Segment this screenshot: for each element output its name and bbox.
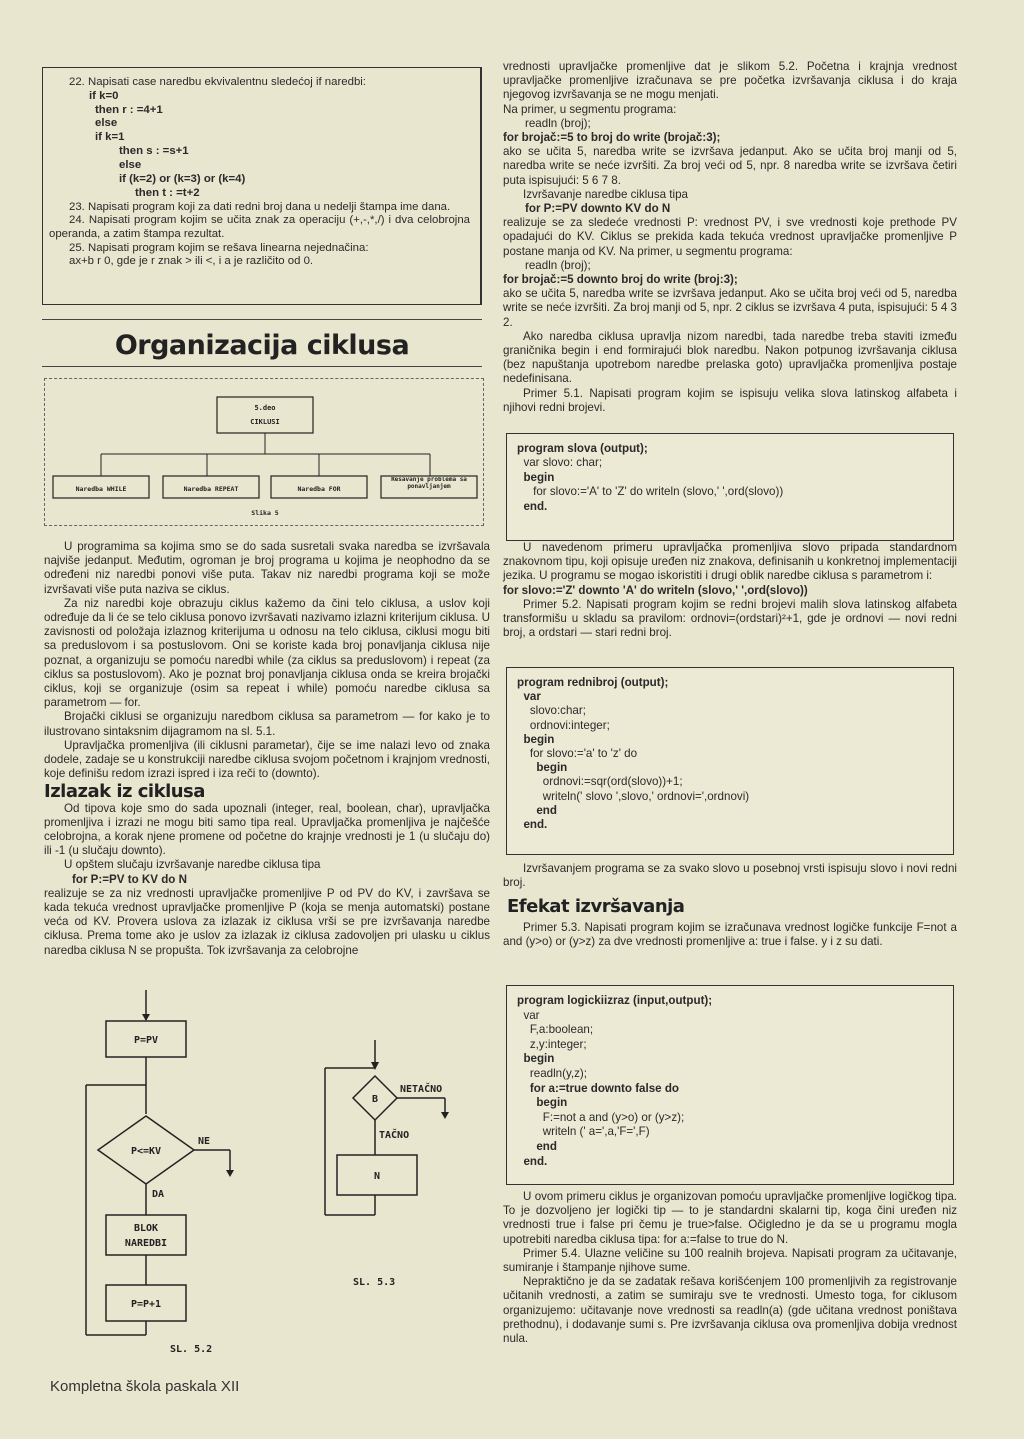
title-rule-bottom [42, 366, 482, 367]
flow2-no-arrowhead [441, 1112, 449, 1119]
flow2-decision-label: B [371, 1094, 379, 1105]
intro-paragraph-3: Brojački ciklusi se organizuju naredbom ciklusa sa parametrom — for kako je to ilustrovano sintaksnim dijagramom na sl. 5.1. [44, 710, 490, 738]
diagram-caption: Slika 5 [251, 509, 279, 517]
prog2-line-3: slovo:char; [517, 704, 586, 718]
right-body-top [503, 60, 957, 415]
example-5-3: Primer 5.3. Napisati program kojim se izračunava vrednost logičke funkcije F=not a and (y>o) or (y>z) za dve vrednosti promenljive a: true i false. y i z su dati. [503, 920, 957, 948]
example-5-1: Primer 5.1. Napisati program kojim se ispisuju velika slova latinskog alfabeta i njihovi redni brojevi. [503, 386, 957, 414]
right-bottom-paragraph-1: U ovom primeru ciklus je organizovan pomoću upravljačke promenljive logičkog tipa. To je dozvoljeno jer logički tip — to je standardni skalarni tip, koga čini uređen niz vrednosti true i false pri čemu je true>false. Očigledno je da se u programu mogla upotrebiti naredba ciklusa tipa: for a:=false to true do N. [503, 1190, 957, 1246]
prog2-line-8: ordnovi:=sqr(ord(slovo))+1; [517, 775, 683, 789]
diagram-box-problems-label: Rešavanje problema sa ponavljanjem [391, 477, 467, 490]
right-bottom-paragraph-3: Nepraktično je da se zadatak rešava korišćenjem 100 promenljivih za registrovanje učitanih vrednosti, a zatim se sumiraju sve te vrednosti. Umesto toga, for ciklusom organizujemo: učitavanje nove vrednosti sa readln(a) (gde učitana vrednost poništava prethodnu), i dodavanje sumi s. Pre izvršavanja ciklusa ova promenljiva dobija vrednost nula. [503, 1275, 957, 1346]
prog1-line-1: program slova (output); [517, 442, 648, 455]
chapter-structure-diagram [44, 378, 484, 526]
right-mid2-paragraph-1: Izvršavanjem programa se za svako slovo u posebnoj vrsti ispisuju slovo i novi redni broj. [503, 862, 957, 890]
prog2-line-6: for slovo:='a' to 'z' do [517, 747, 638, 761]
right-paragraph-2: Na primer, u segmentu programa: [503, 102, 677, 116]
right-body-mid2 [503, 862, 957, 949]
diagram-box-for-label: Naredba FOR [297, 485, 341, 493]
section-title: Organizacija ciklusa [114, 330, 410, 361]
example-5-2: Primer 5.2. Napisati program kojim se redni brojevi malih slova latinskog alfabeta transformišu u skladu sa pravilom: ordnovi=(ordstari)²+1, gde je ordnovi — novi redni broj, a ordstari — stari redni broj. [503, 597, 957, 640]
left-body [44, 540, 490, 958]
page-footer: Kompletna škola paskala XII [50, 1378, 240, 1395]
prog3-line-8: begin [517, 1096, 568, 1110]
right-paragraph-4: Izvršavanje naredbe ciklusa tipa [523, 187, 688, 201]
flow1-caption: SL. 5.2 [170, 1344, 213, 1355]
exercises-box [42, 67, 482, 305]
flow1-body-box [106, 1215, 186, 1255]
prog3-line-9: F:=not a and (y>o) or (y>z); [517, 1110, 685, 1124]
intro-paragraph-2: Za niz naredbi koje obrazuju ciklus kažemo da čini telo ciklusa, a uslov koji određuje da li će se telo ciklusa ponovo izvršavati nazivamo izlazni kriterijum ciklusa. U zavisnosti od položaja izlaznog kriterijuma u odnosu na telo ciklusa, ciklusi mogu biti sa preduslovom i sa postuslovom. Oni se koriste kada broj ponavljanja ciklusa nije poznat, a organizuju se pomoću naredbi while (za ciklus sa preduslovom) i repeat (za ciklus sa postuslovom). Ako je poznat broj ponavljanja ciklusa onda se kreira brojački ciklus, koji se organizuje (osim sa repeat i while) pomoću naredbe ciklusa sa parametrom — for. [44, 596, 490, 710]
flow1-no-arrowhead [226, 1170, 234, 1177]
flow1-entry-arrowhead [142, 1014, 150, 1021]
right-code-3a: readln (broj); [525, 258, 591, 272]
prog3-line-11: end [517, 1139, 557, 1153]
exercise-25-formula: ax+b r 0, gde je r znak > ili <, i a je različito od 0. [69, 255, 314, 268]
prog3-line-1: program logickiizraz (input,output); [517, 994, 713, 1007]
exercise-25: 25. Napisati program kojim se rešava linearna nejednačina: [69, 241, 369, 254]
program-logickiizraz-box [506, 985, 954, 1185]
flow1-no-label: NE [198, 1136, 211, 1147]
prog2-line-11: end. [517, 818, 548, 832]
title-rule-top [42, 319, 482, 320]
intro-paragraph-4: Upravljačka promenljiva (ili ciklusni parametar), čije se ime nalazi levo od znaka dodele, zadaje se u konstrukciji naredbe ciklusa svojom početnom i krajnjom vrednosti, koje definišu redom izrazi ispred i iza reči to (downto). [44, 738, 490, 781]
izlazak-code: for P:=PV to KV do N [72, 872, 187, 886]
exercise-24: 24. Napisati program kojim se učita znak za operaciju (+,-,*,/) i dva celobrojna operanda, a zatim štampa rezultat. [49, 214, 470, 241]
right-code-1a: readln (broj); [525, 116, 591, 130]
flow1-decision-label: P<=KV [130, 1146, 162, 1157]
prog3-line-3: F,a:boolean; [517, 1023, 594, 1037]
flow2-no-label: NETAČNO [400, 1084, 443, 1095]
prog1-line-3: begin [517, 470, 555, 484]
flowchart-5-3 [305, 1040, 475, 1300]
prog2-line-9: writeln(' slovo ',slovo,' ordnovi=',ordnovi) [517, 789, 750, 803]
right-code-3b: for brojač:=5 downto broj do write (broj:3); [503, 273, 738, 287]
exercise-22: 22. Napisati case naredbu ekvivalentnu sledećoj if naredbi: [69, 76, 366, 88]
prog2-line-2: var [517, 690, 541, 704]
prog2-line-10: end [517, 803, 557, 817]
diagram-box-problems-fo [383, 477, 475, 497]
diagram-root-box [217, 397, 313, 433]
heading-izlazak: Izlazak iz ciklusa [44, 781, 205, 803]
flow2-body-label: N [373, 1171, 381, 1182]
prog2-line-7: begin [517, 761, 568, 775]
prog3-line-10: writeln (' a=',a,'F=',F) [517, 1125, 650, 1139]
right-body-bottom [503, 1190, 957, 1346]
flow2-caption: SL. 5.3 [353, 1277, 396, 1288]
right-code-1b: for brojač:=5 to broj do write (brojač:3); [503, 131, 721, 145]
chapter-structure-svg [45, 379, 483, 525]
diagram-root-line1: 5.deo [254, 404, 276, 412]
heading-efekat: Efekat izvršavanja [507, 896, 685, 918]
prog3-line-7: for a:=true downto false do [517, 1081, 680, 1095]
flow1-yes-label: DA [152, 1189, 165, 1200]
prog2-line-4: ordnovi:integer; [517, 718, 610, 732]
prog3-line-2: var [517, 1008, 540, 1022]
prog2-line-1: program rednibroj (output); [517, 676, 669, 689]
flow1-inc-label: P=P+1 [130, 1299, 162, 1310]
program-rednibroj-box [506, 667, 954, 855]
flow2-entry-arrowhead [371, 1062, 379, 1070]
diagram-root-line2: CIKLUSI [250, 418, 280, 426]
izlazak-paragraph-2: U opštem slučaju izvršavanje naredbe ciklusa tipa [64, 858, 321, 872]
prog3-line-4: z,y:integer; [517, 1037, 587, 1051]
flow2-yes-label: TAČNO [379, 1130, 410, 1141]
right-paragraph-6: ako se učita 5, naredba write se izvršava jedanput. Ako se učita broj veći od 5, naredba write se neće izvršiti. Za broj manji od 5, npr. 2 ciklus se izvršava 4 puta, ispisujući: 5 4 3 2. [503, 287, 957, 329]
right-code-2: for P:=PV downto KV do N [525, 202, 671, 216]
izlazak-paragraph-3: realizuje se za niz vrednosti upravljačke promenljive P od PV do KV, i završava se kada tekuća vrednost upravljačke promenljive P (koja se menja automatski) postane veća od KV. Provera uslova za izlazak iz ciklusa vrši se pre izvršavanja naredbe ciklusa. Prema tome ako je uslov za izlazak iz ciklusa zadovoljen pri ulasku u ciklus naredba ciklusa N se propušta. Tok izvršavanja za celobrojne [44, 886, 490, 957]
diagram-box-repeat-label: Naredba REPEAT [183, 485, 239, 493]
flow1-body-line2: NAREDBI [124, 1238, 168, 1249]
intro-paragraph-1: U programima sa kojima smo se do sada susretali svaka naredba se izvršavala najviše jedanput. Međutim, ogroman je broj programa u kojima je neophodno da se određeni niz naredbi ponovi više puta. Takav niz naredbi programa koji se može izvršavati više puta naziva se ciklus. [44, 540, 490, 596]
izlazak-paragraph-1: Od tipova koje smo do sada upoznali (integer, real, boolean, char), upravljačka promenljiva i izrazi ne mogu biti samo tipa real. Upravljačka promenljiva je najčešće celobrojna, a korak njene promene od početne do krajnje vrednosti je 1 (u slučaju do) ili -1 (u slučaju downto). [44, 801, 490, 858]
example-5-4: Primer 5.4. Ulazne veličine su 100 realnih brojeva. Napisati program za učitavanje, sumiranje i štampanje njihove sume. [503, 1246, 957, 1275]
right-mid-code: for slovo:='Z' downto 'A' do writeln (slovo,' ',ord(slovo)) [503, 583, 808, 597]
flowchart-5-2 [70, 990, 270, 1355]
prog1-line-5: end. [517, 499, 548, 513]
prog1-line-2: var slovo: char; [517, 456, 603, 470]
prog3-line-6: readln(y,z); [517, 1066, 588, 1080]
prog3-line-12: end. [517, 1154, 548, 1168]
prog3-line-5: begin [517, 1052, 555, 1066]
prog2-line-5: begin [517, 732, 555, 746]
right-paragraph-5: realizuje se za sledeće vrednosti P: vrednost PV, i sve vrednosti koje prethode PV opadajući do KV. Ciklus se prekida kada tekuća vrednost upravljačke promenljive P postane manja od KV. Na primer, u segmentu programa: [503, 216, 957, 258]
prog1-line-4: for slovo:='A' to 'Z' do writeln (slovo,' ',ord(slovo)) [517, 485, 784, 499]
program-slova-box [506, 433, 954, 541]
right-paragraph-1: vrednosti upravljačke promenljive dat je slikom 5.2. Početna i krajnja vrednost upravljačke promenljive izračunava se pre početka izvršavanja ciklusa i do kraja njegovog izvršavanja se ne mogu menjati. [503, 60, 957, 102]
exercise-22-code: if k=0 then r : =4+1 else if k=1 then s : =s+1 else if (k=2) or (k=3) or (k=4) then t : =t+2 [89, 89, 246, 199]
flow1-start-label: P=PV [133, 1035, 159, 1046]
right-paragraph-7: Ako naredba ciklusa upravlja nizom naredbi, tada naredbe treba staviti između graničnika begin i end formirajući blok naredbu. Nakon potpunog izvršavanja ciklusa (bez napuštanja upotrebom naredbe prelaska goto) upravljačka promenljiva postaje nedefinisana. [503, 329, 957, 386]
exercise-23: 23. Napisati program koji za dati redni broj dana u nedelji štampa ime dana. [69, 200, 451, 213]
flow1-body-line1: BLOK [133, 1223, 159, 1234]
right-body-mid [503, 541, 957, 640]
right-mid-paragraph-1: U navedenom primeru upravljačka promenljiva slovo pripada standardnom znakovnom tipu, koji opisuje uređen niz znakova, definisanih u konkretnoj implementaciji jezika. U programu se mogao iskoristiti i drugi oblik naredbe ciklusa s parametrom i: [503, 541, 957, 583]
right-paragraph-3: ako se učita 5, naredba write se izvršava jedanput. Ako se učita broj manji od 5, naredba write se neće izvršiti. Za broj veći od 5, npr. 8 naredba write se izvršava četiri puta ispisujući: 5 6 7 8. [503, 145, 957, 187]
diagram-box-while-label: Naredba WHILE [75, 485, 127, 493]
